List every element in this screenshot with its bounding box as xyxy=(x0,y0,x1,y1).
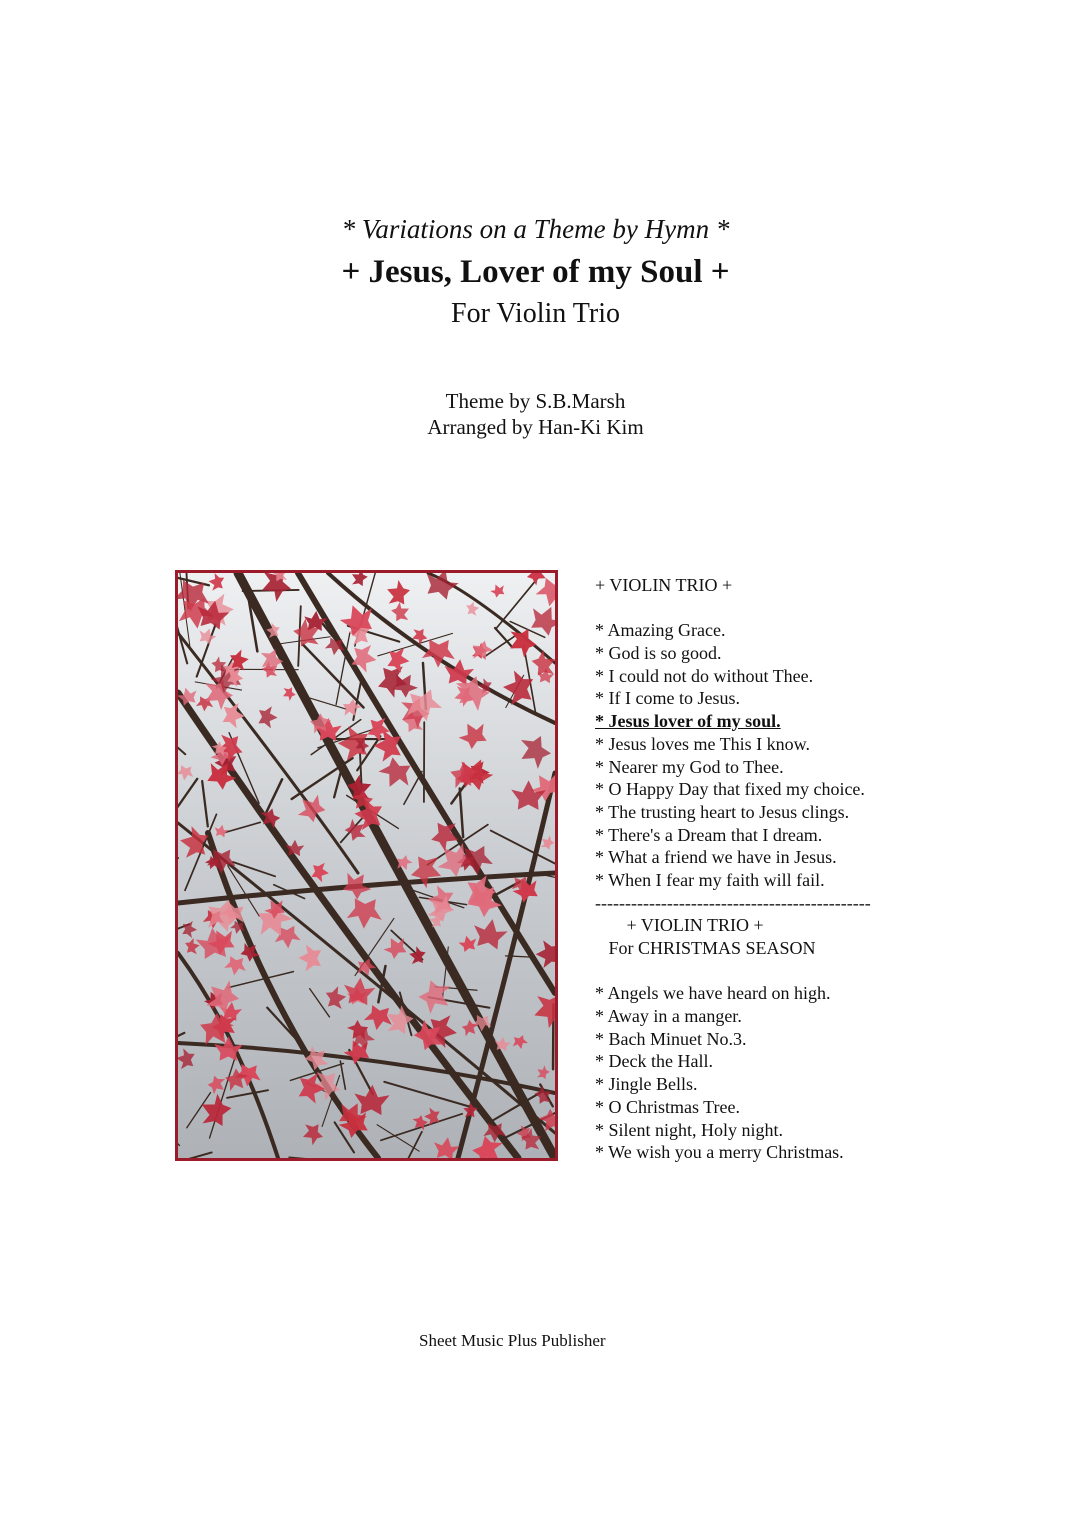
catalog-item: * Deck the Hall. xyxy=(595,1051,713,1072)
credits xyxy=(0,388,1071,440)
catalog-item: * Jesus lover of my soul. xyxy=(595,711,781,732)
red-autumn-leaves-photo xyxy=(175,570,558,1161)
catalog-item: * Angels we have heard on high. xyxy=(595,983,831,1004)
page-title: + Jesus, Lover of my Soul + xyxy=(341,254,730,290)
catalog-item: * When I fear my faith will fail. xyxy=(595,869,825,890)
catalog-item: * Amazing Grace. xyxy=(595,620,726,641)
catalog-item: * There's a Dream that I dream. xyxy=(595,824,823,845)
catalog-item: * O Christmas Tree. xyxy=(595,1096,741,1117)
theme-credit: Theme by S.B.Marsh xyxy=(445,389,626,413)
catalog-item: * The trusting heart to Jesus clings. xyxy=(595,801,850,822)
catalog-item: * Away in a manger. xyxy=(595,1006,742,1027)
catalog-item: + VIOLIN TRIO + xyxy=(595,575,733,595)
photo-illustration xyxy=(178,573,555,1158)
catalog-item: * Nearer my God to Thee. xyxy=(595,756,784,777)
catalog-item: * Bach Minuet No.3. xyxy=(595,1028,747,1049)
catalog-item: * If I come to Jesus. xyxy=(595,688,740,709)
catalog-item: ---------------------------------------------- xyxy=(595,892,871,913)
spacer-line xyxy=(595,960,915,983)
instrumentation: For Violin Trio xyxy=(451,298,620,329)
arranger-credit: Arranged by Han-Ki Kim xyxy=(427,415,644,439)
catalog-item: + VIOLIN TRIO + xyxy=(595,915,764,936)
subtitle: * Variations on a Theme by Hymn * xyxy=(341,214,730,244)
catalog-list xyxy=(595,574,915,1164)
catalog-item: * Silent night, Holy night. xyxy=(595,1119,784,1140)
catalog-item: * What a friend we have in Jesus. xyxy=(595,847,837,868)
catalog-item: * I could not do without Thee. xyxy=(595,665,814,686)
catalog-item: * Jingle Bells. xyxy=(595,1074,698,1095)
catalog-item: * Jesus loves me This I know. xyxy=(595,733,810,754)
catalog-item: * We wish you a merry Christmas. xyxy=(595,1142,844,1163)
spacer-line xyxy=(595,597,915,620)
catalog-item: * O Happy Day that fixed my choice. xyxy=(595,779,865,800)
catalog-item: For CHRISTMAS SEASON xyxy=(595,938,816,958)
catalog-item: * God is so good. xyxy=(595,643,722,664)
publisher: Sheet Music Plus Publisher xyxy=(419,1331,606,1350)
